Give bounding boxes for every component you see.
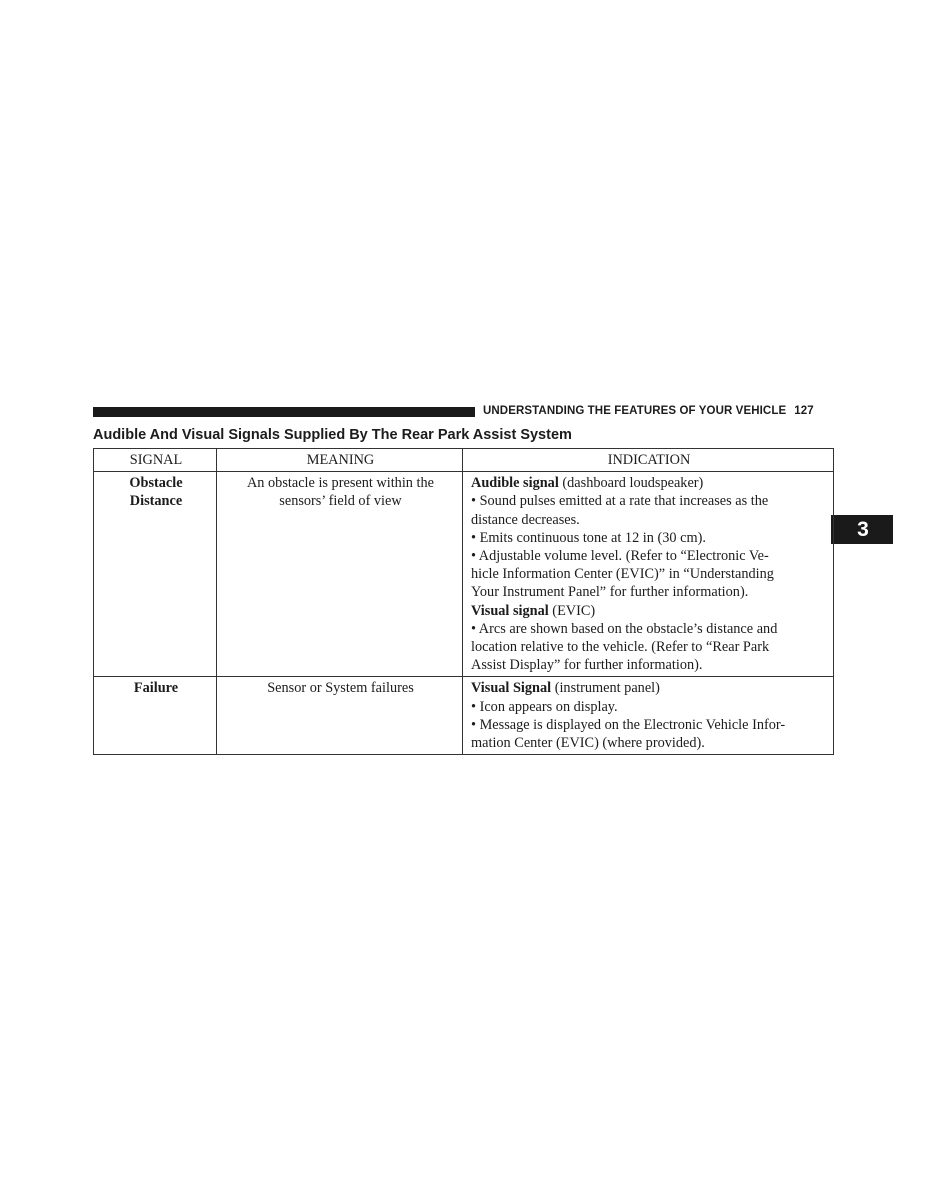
indication-line: location relative to the vehicle. (Refer to “Rear Park: [471, 639, 770, 656]
visual-signal-note: (instrument panel): [551, 680, 660, 697]
signal-cell: [94, 677, 217, 755]
column-header-signal: SIGNAL: [94, 449, 217, 472]
running-header: [483, 405, 835, 417]
indication-line: • Sound pulses emitted at a rate that increases as the: [471, 493, 769, 510]
signal-text: Failure: [133, 680, 179, 697]
signal-cell: [94, 472, 217, 677]
visual-signal-label: Visual signal: [471, 602, 549, 619]
meaning-cell: [217, 472, 463, 677]
indication-line: • Icon appears on display.: [471, 698, 618, 715]
indication-line: Your Instrument Panel” for further information).: [471, 584, 749, 601]
signal-text: Distance: [129, 493, 183, 510]
meaning-cell: [217, 677, 463, 755]
signals-table: [93, 448, 834, 755]
running-title: UNDERSTANDING THE FEATURES OF YOUR VEHICLE: [483, 405, 787, 417]
meaning-text: Sensor or System failures: [267, 680, 414, 697]
section-title: Audible And Visual Signals Supplied By The Rear Park Assist System: [93, 427, 572, 443]
audible-signal-heading: [471, 474, 827, 492]
audible-signal-label: Audible signal: [471, 475, 559, 492]
audible-signal-note: (dashboard loudspeaker): [558, 475, 704, 492]
indication-line: • Message is displayed on the Electronic Vehicle Infor-: [471, 716, 786, 733]
visual-signal-heading: [471, 602, 827, 620]
indication-line: distance decreases.: [471, 511, 580, 528]
indication-line: • Arcs are shown based on the obstacle’s distance and: [471, 620, 778, 637]
indication-line: • Emits continuous tone at 12 in (30 cm).: [471, 529, 706, 546]
indication-line: hicle Information Center (EVIC)” in “Understanding: [471, 566, 774, 583]
signal-text: Obstacle: [129, 475, 183, 492]
indication-cell: [463, 472, 834, 677]
indication-cell: [463, 677, 834, 755]
table-header-row: [94, 449, 834, 472]
header-rule-bar: [93, 407, 475, 417]
meaning-text: sensors’ field of view: [279, 493, 402, 510]
visual-signal-heading: [471, 679, 827, 697]
table-row: [94, 677, 834, 755]
indication-line: • Adjustable volume level. (Refer to “Electronic Ve-: [471, 548, 769, 565]
visual-signal-label: Visual Signal: [471, 680, 552, 697]
meaning-text: An obstacle is present within the: [246, 475, 434, 492]
visual-signal-note: (EVIC): [548, 602, 596, 619]
column-header-indication: INDICATION: [463, 449, 834, 472]
indication-line: Assist Display” for further information).: [471, 657, 703, 674]
table-row: [94, 472, 834, 677]
column-header-meaning: MEANING: [217, 449, 463, 472]
chapter-tab: 3: [831, 515, 893, 544]
indication-line: mation Center (EVIC) (where provided).: [471, 735, 705, 752]
page-number: 127: [794, 405, 814, 417]
